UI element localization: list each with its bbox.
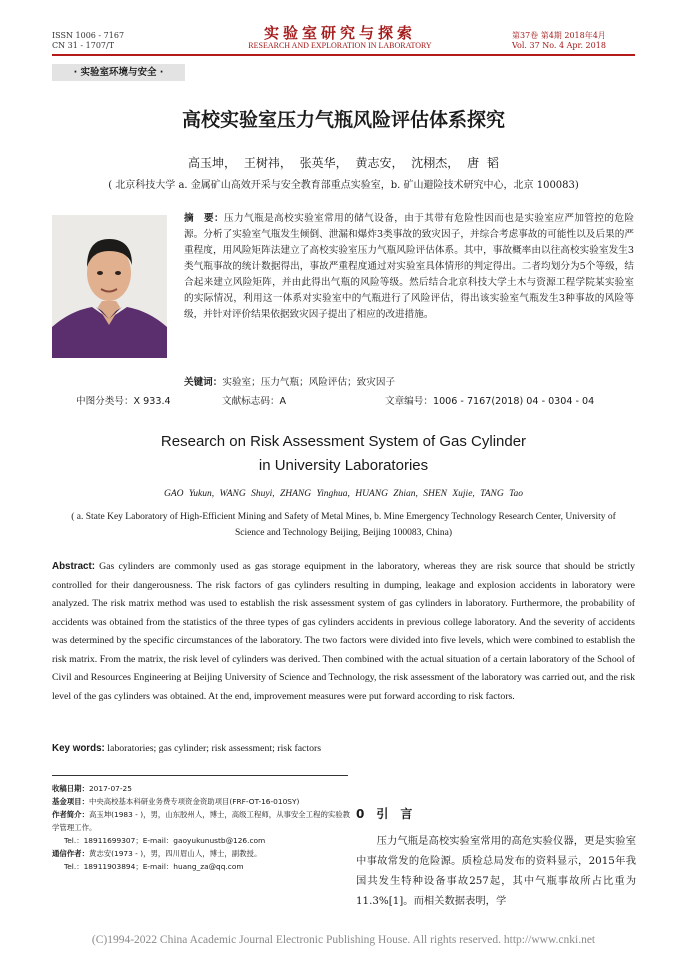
- keywords-en-text: laboratories; gas cylinder; risk assessment; risk factors: [104, 743, 322, 754]
- keywords-en: [52, 743, 321, 754]
- cnki-watermark: (C)1994-2022 China Academic Journal Electronic Publishing House. All rights reserved. http://www.cnki.net: [91, 934, 596, 946]
- footnote-author-contact: Tel.：18911699307；E-mail：gaoyukunustb@126.com: [64, 836, 266, 845]
- keywords-cn: [184, 374, 395, 388]
- authors-en: GAO Yukun, WANG Shuyi, ZHANG Yinghua, HUANG Zhian, SHEN Xujie, TANG Tao: [163, 489, 524, 499]
- section-heading-intro: 0 引 言: [356, 807, 413, 821]
- abstract-en-text: Gas cylinders are commonly used as gas storage equipment in the laboratory, whereas they are risk source that should be strictly controlled for their dangerousness. The risk factors of gas cylinders resulting in dumping, leakage and explosion accidents in laboratory were analyzed. The risk matrix method was used to establish the risk assessment system of gas cylinders in laboratory. Furthermore, the probability of accidents was obtained from the statistics of the three types of gas cylinders accidents in previous college laboratory. And the severity of accidents was determined by the specific circumstances of the laboratory. The two factors were divided into five levels, which were combined to establish the risk matrix. From the matrix, the risk level of cylinders was derived. Then combined with the actual situation of a certain laboratory of the School of Civil and Resources Engineering at Beijing University of Science and Technology, the risk assessment of the laboratory was carried out, and the risk level of the gas cylinders was obtained. At the end, improvement measures were put forward according to risk factors.: [52, 561, 635, 702]
- footnote-corresponding: 通信作者：黄志安(1973 - )，男，四川眉山人，博士，副教授。: [52, 849, 262, 858]
- paper-title-en-line1: Research on Risk Assessment System of Gas Cylinder: [160, 433, 527, 450]
- volume-cn: 第37卷 第4期 2018年4月: [512, 31, 606, 40]
- author-photo: [52, 215, 167, 358]
- clc-number: 中图分类号：X 933.4: [76, 396, 171, 407]
- keywords-cn-text: 实验室；压力气瓶；风险评估；致灾因子: [222, 377, 396, 388]
- document-code: 文献标志码：A: [222, 396, 287, 407]
- keywords-cn-label: 关键词：: [184, 377, 223, 388]
- abstract-en: [52, 558, 635, 706]
- footnote-fund: 基金项目：中央高校基本科研业务费专项资金资助项目(FRF-OT-16-010SY): [52, 797, 300, 806]
- footnote-author-bio: 作者简介：高玉坤(1983 - )，男，山东胶州人，博士，高级工程师，从事安全工程的实验教学管理工作。: [52, 810, 351, 832]
- body-text-intro: 压力气瓶是高校实验室常用的高危实验仪器，更是实验室中事故常发的危险源。质检总局发布的资料显示，2015年我国共发生特种设备事故257起，其中气瓶事故所占比重为11.3%[1]。而相关数据表明，学: [356, 835, 636, 907]
- article-number: 文章编号：1006 - 7167(2018) 04 - 0304 - 04: [385, 396, 595, 407]
- abstract-cn: [184, 211, 634, 323]
- paper-title-en: [0, 430, 687, 478]
- paper-title-cn: 高校实验室压力气瓶风险评估体系探究: [181, 109, 505, 131]
- issn-label: ISSN 1006 - 7167: [52, 31, 125, 40]
- footnote-rule: [52, 775, 348, 776]
- affiliation-en: ( a. State Key Laboratory of High-Efficient Mining and Safety of Metal Mines, b. Mine Emergency Technology Research Center, University of Science and Technology Beijing, Beijing 100083, China): [71, 512, 616, 538]
- authors-cn: 高玉坤， 王树祎， 张英华， 黄志安， 沈栩杰， 唐 韬: [188, 156, 499, 170]
- abstract-en-label: Abstract:: [52, 561, 96, 572]
- footnote: [52, 782, 352, 873]
- abstract-cn-label: 摘 要：: [184, 213, 225, 224]
- keywords-en-label: Key words:: [52, 743, 105, 754]
- volume-en: Vol. 37 No. 4 Apr. 2018: [512, 41, 606, 50]
- section-tag: · 实验室环境与安全 ·: [52, 64, 185, 81]
- cn-label: CN 31 - 1707/T: [52, 41, 115, 50]
- header-rule: [52, 54, 635, 56]
- footnote-received: 收稿日期：2017-07-25: [52, 784, 132, 793]
- affiliation-cn: ( 北京科技大学 a. 金属矿山高效开采与安全教育部重点实验室，b. 矿山避险技术研究中心，北京 100083): [108, 180, 579, 191]
- paper-title-en-line2: in University Laboratories: [258, 457, 429, 474]
- journal-title-en: RESEARCH AND EXPLORATION IN LABORATORY: [248, 41, 432, 50]
- footnote-corresponding-contact: Tel.：18911903894；E-mail：huang_za@qq.com: [64, 862, 244, 871]
- journal-title-cn: 实验室研究与探索: [263, 24, 416, 42]
- abstract-cn-text: 压力气瓶是高校实验室常用的储气设备，由于其带有危险性因而也是实验室应严加管控的危险源。分析了实验室气瓶发生倾倒、泄漏和爆炸3类事故的致灾因子，并综合考虑事故的可能性以及后果的严重程度，用风险矩阵法建立了高校实验室压力气瓶风险评估体系。其中，事故概率由以往高校实验室发生3类气瓶事故的统计数据得出，事故严重程度通过对实验室具体情形的判定得出。二者均划分为5个等级，结合起来建立风险矩阵，并由此得出气瓶的风险等级。然后结合北京科技大学土木与资源工程学院某实验室的实际情况，利用这一体系对实验室中的气瓶进行了风险评估，得出该实验室气瓶发生3种事故的风险等级，并针对评价结果依据致灾因子提出了相应的改进措施。: [184, 213, 635, 320]
